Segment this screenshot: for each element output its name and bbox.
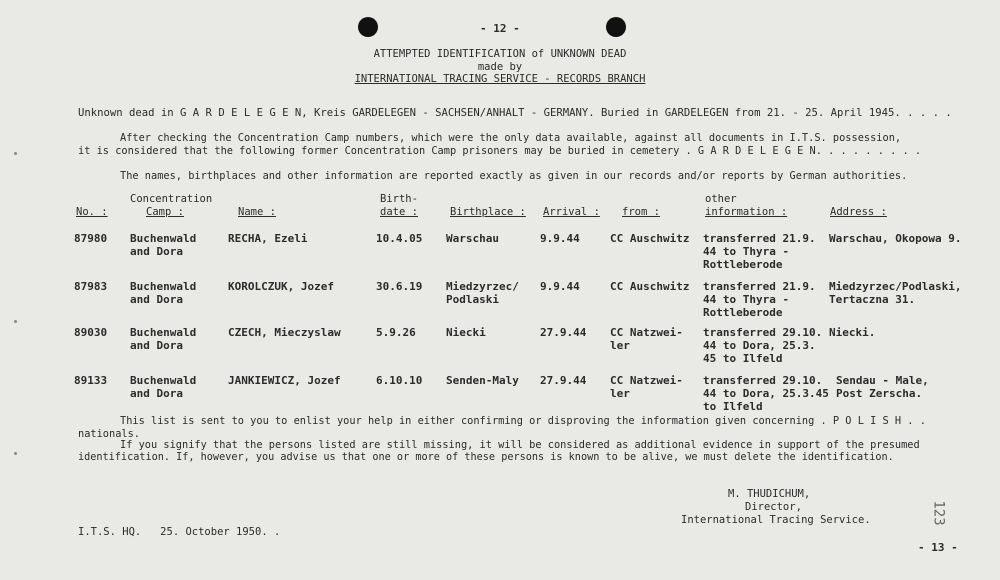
- cell-other: transferred 21.9. 44 to Thyra - Rottleberode: [703, 232, 816, 271]
- paragraph-1-line-1: After checking the Concentration Camp numbers, which were the only data available, against all documents in I.T.S. possession,: [120, 132, 902, 144]
- closing-paragraph-2-line-2: identification. If, however, you advise us that one or more of these persons is known to be alive, we must delete the identification.: [78, 452, 894, 463]
- cell-arrival: 27.9.44: [540, 326, 587, 339]
- cell-camp: Buchenwald and Dora: [130, 374, 197, 400]
- cell-address: Sendau - Male, Post Zerscha.: [836, 374, 929, 400]
- cell-arrival: 9.9.44: [540, 280, 580, 293]
- col-other: information :: [705, 206, 788, 218]
- intro-line: Unknown dead in G A R D E L E G E N, Kreis GARDELEGEN - SACHSEN/ANHALT - GERMANY. Buried in GARDELEGEN from 21. - 25. April 1945. . . . .: [78, 107, 952, 119]
- margin-mark: [14, 320, 17, 323]
- closing-paragraph-1-line-1: This list is sent to you to enlist your help in either confirming or disproving the information given concerning . P O L I S H . .: [120, 415, 926, 427]
- cell-arrival: 27.9.44: [540, 374, 587, 387]
- paragraph-1-line-2: it is considered that the following former Concentration Camp prisoners may be buried in cemetery . G A R D E L E G E N. . . . . . . . .: [78, 145, 922, 157]
- punch-hole-left: [358, 17, 378, 37]
- col-birthdate-top: Birth-: [380, 193, 418, 205]
- header-organization: INTERNATIONAL TRACING SERVICE - RECORDS BRANCH: [354, 73, 646, 85]
- col-from: from :: [622, 206, 660, 218]
- stamp-number: 123: [930, 500, 947, 526]
- cell-name: KOROLCZUK, Jozef: [228, 280, 334, 293]
- cell-other: transferred 29.10. 44 to Dora, 25.3. 45 to Ilfeld: [703, 326, 823, 365]
- page-number-bottom: - 13 -: [918, 541, 958, 554]
- cell-other: transferred 29.10. 44 to Dora, 25.3.45 to Ilfeld: [703, 374, 829, 413]
- col-address: Address :: [830, 206, 887, 218]
- cell-birthplace: Senden-Maly: [446, 374, 519, 387]
- closing-paragraph-2-line-1: If you signify that the persons listed are still missing, it will be considered as additional evidence in support of the presumed: [120, 439, 920, 451]
- col-birthplace: Birthplace :: [450, 206, 526, 218]
- cell-address: Miedzyrzec/Podlaski, Tertaczna 31.: [829, 280, 962, 306]
- col-camp: Camp :: [146, 206, 184, 218]
- cell-camp: Buchenwald and Dora: [130, 232, 197, 258]
- signature-title: Director,: [745, 501, 802, 513]
- cell-birthdate: 10.4.05: [376, 232, 423, 245]
- cell-birthdate: 6.10.10: [376, 374, 423, 387]
- cell-camp: Buchenwald and Dora: [130, 280, 197, 306]
- margin-mark: [14, 152, 17, 155]
- col-name: Name :: [238, 206, 276, 218]
- col-camp-top: Concentration: [130, 193, 213, 205]
- margin-mark: [14, 452, 17, 455]
- col-other-top: other: [705, 193, 737, 205]
- cell-from: CC Auschwitz: [610, 232, 690, 245]
- hq-date-line: I.T.S. HQ. 25. October 1950. .: [78, 526, 281, 538]
- cell-name: JANKIEWICZ, Jozef: [228, 374, 341, 387]
- col-birthdate: date :: [380, 206, 418, 218]
- cell-address: Warschau, Okopowa 9.: [829, 232, 962, 245]
- cell-birthplace: Warschau: [446, 232, 499, 245]
- header-subtitle: made by: [477, 61, 523, 73]
- cell-camp: Buchenwald and Dora: [130, 326, 197, 352]
- paragraph-2: The names, birthplaces and other information are reported exactly as given in our records and/or reports by German authorities.: [120, 170, 908, 182]
- header-title: ATTEMPTED IDENTIFICATION of UNKNOWN DEAD: [373, 48, 627, 60]
- cell-no: 89133: [74, 374, 108, 387]
- cell-no: 87983: [74, 280, 108, 293]
- cell-name: RECHA, Ezeli: [228, 232, 308, 245]
- closing-paragraph-1-line-2: nationals.: [78, 428, 140, 440]
- cell-other: transferred 21.9. 44 to Thyra - Rottleberode: [703, 280, 816, 319]
- cell-address: Niecki.: [829, 326, 876, 339]
- cell-from: CC Natzwei- ler: [610, 326, 683, 352]
- cell-name: CZECH, Mieczyslaw: [228, 326, 341, 339]
- signature-name: M. THUDICHUM,: [728, 488, 811, 500]
- signature-organization: International Tracing Service.: [681, 514, 871, 526]
- cell-from: CC Natzwei- ler: [610, 374, 683, 400]
- cell-birthplace: Miedzyrzec/ Podlaski: [446, 280, 519, 306]
- page-number-top: - 12 -: [480, 22, 520, 35]
- cell-birthplace: Niecki: [446, 326, 486, 339]
- cell-from: CC Auschwitz: [610, 280, 690, 293]
- cell-birthdate: 30.6.19: [376, 280, 423, 293]
- col-no: No. :: [76, 206, 108, 218]
- punch-hole-right: [606, 17, 626, 37]
- cell-birthdate: 5.9.26: [376, 326, 416, 339]
- col-arrival: Arrival :: [543, 206, 600, 218]
- cell-arrival: 9.9.44: [540, 232, 580, 245]
- cell-no: 87980: [74, 232, 108, 245]
- cell-no: 89030: [74, 326, 108, 339]
